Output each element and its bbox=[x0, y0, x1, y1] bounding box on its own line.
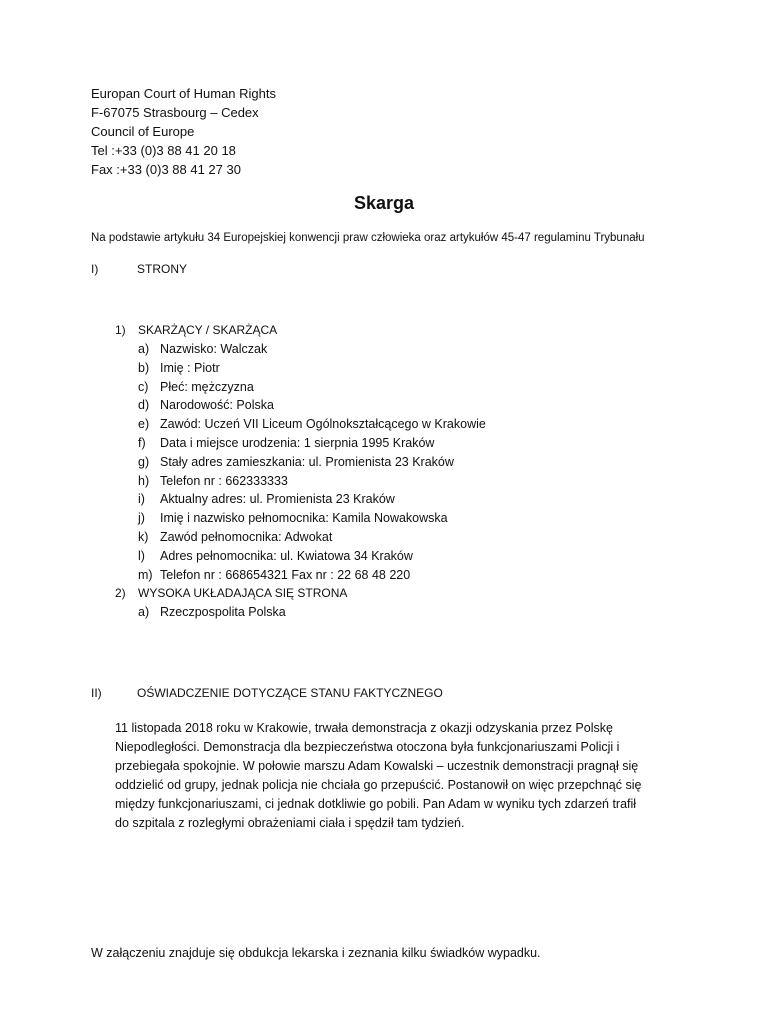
list-item: e) Zawód: Uczeń VII Liceum Ogólnokształcącego w Krakowie bbox=[138, 417, 486, 432]
subsection-applicant bbox=[115, 323, 277, 337]
section-heading-facts bbox=[91, 686, 443, 700]
legal-basis: Na podstawie artykułu 34 Europejskiej konwencji praw człowieka oraz artykułów 45-47 regulaminu Trybunału bbox=[91, 232, 645, 244]
address-line: Fax :+33 (0)3 88 41 27 30 bbox=[91, 162, 241, 177]
section-label: STRONY bbox=[137, 262, 188, 276]
paragraph-line: przebiegała spokojnie. W połowie marszu Adam Kowalski – uczestnik demonstracji pragnął się bbox=[115, 759, 639, 774]
list-item: b) Imię : Piotr bbox=[138, 360, 220, 375]
address-line: Council of Europe bbox=[91, 124, 195, 139]
list-item: l) Adres pełnomocnika: ul. Kwiatowa 34 Kraków bbox=[138, 548, 413, 563]
section-number: I) bbox=[91, 262, 99, 276]
subsection-label: WYSOKA UKŁADAJĄCA SIĘ STRONA bbox=[138, 586, 348, 600]
attachment-note: W załączeniu znajduje się obdukcja lekarska i zeznania kilku świadków wypadku. bbox=[91, 946, 541, 960]
list-item: a) Rzeczpospolita Polska bbox=[138, 605, 286, 619]
paragraph-line: Niepodległości. Demonstracja dla bezpieczeństwa otoczona była funkcjonariuszami Policji i bbox=[115, 740, 620, 755]
paragraph-line: między funkcjonariuszami, ci jednak dotkliwie go pobili. Pan Adam w wyniku tych zdarzeń trafił bbox=[115, 797, 637, 812]
applicant-details-list bbox=[138, 340, 486, 584]
list-item: d) Narodowość: Polska bbox=[138, 398, 274, 413]
paragraph-line: 11 listopada 2018 roku w Krakowie, trwała demonstracja z okazji odzyskania przez Polskę bbox=[115, 721, 613, 735]
list-item: m) Telefon nr : 668654321 Fax nr : 22 68 48 220 bbox=[138, 567, 411, 582]
respondent-details-list bbox=[138, 603, 286, 622]
list-item: j) Imię i nazwisko pełnomocnika: Kamila Nowakowska bbox=[138, 511, 448, 526]
section-heading-parties bbox=[91, 262, 187, 276]
paragraph-line: oddzielić od grupy, jednak policja nie chciała go przepuścić. Postanowił on więc przepchnąć się bbox=[115, 778, 642, 793]
subsection-number: 1) bbox=[115, 323, 126, 337]
address-line: F-67075 Strasbourg – Cedex bbox=[91, 105, 259, 120]
list-item: a) Nazwisko: Walczak bbox=[138, 342, 268, 356]
list-item: k) Zawód pełnomocnika: Adwokat bbox=[138, 529, 333, 544]
list-item: f) Data i miejsce urodzenia: 1 sierpnia 1995 Kraków bbox=[138, 435, 435, 450]
address-line: Tel :+33 (0)3 88 41 20 18 bbox=[91, 143, 236, 158]
section-number: II) bbox=[91, 686, 102, 700]
court-address-block bbox=[91, 84, 276, 179]
list-item: h) Telefon nr : 662333333 bbox=[138, 473, 288, 488]
document-title: Skarga bbox=[353, 193, 415, 213]
list-item: g) Stały adres zamieszkania: ul. Promienista 23 Kraków bbox=[138, 454, 454, 469]
facts-paragraph bbox=[115, 719, 675, 834]
list-item: i) Aktualny adres: ul. Promienista 23 Kraków bbox=[138, 492, 395, 507]
subsection-label: SKARŻĄCY / SKARŻĄCA bbox=[138, 323, 278, 337]
section-label: OŚWIADCZENIE DOTYCZĄCE STANU FAKTYCZNEGO bbox=[137, 686, 443, 700]
subsection-number: 2) bbox=[115, 586, 126, 600]
paragraph-line: do szpitala z rozległymi obrażeniami ciała i spędził tam tydzień. bbox=[115, 816, 465, 831]
address-line: Europan Court of Human Rights bbox=[91, 86, 276, 101]
subsection-respondent bbox=[115, 586, 347, 600]
list-item: c) Płeć: mężczyzna bbox=[138, 379, 254, 394]
